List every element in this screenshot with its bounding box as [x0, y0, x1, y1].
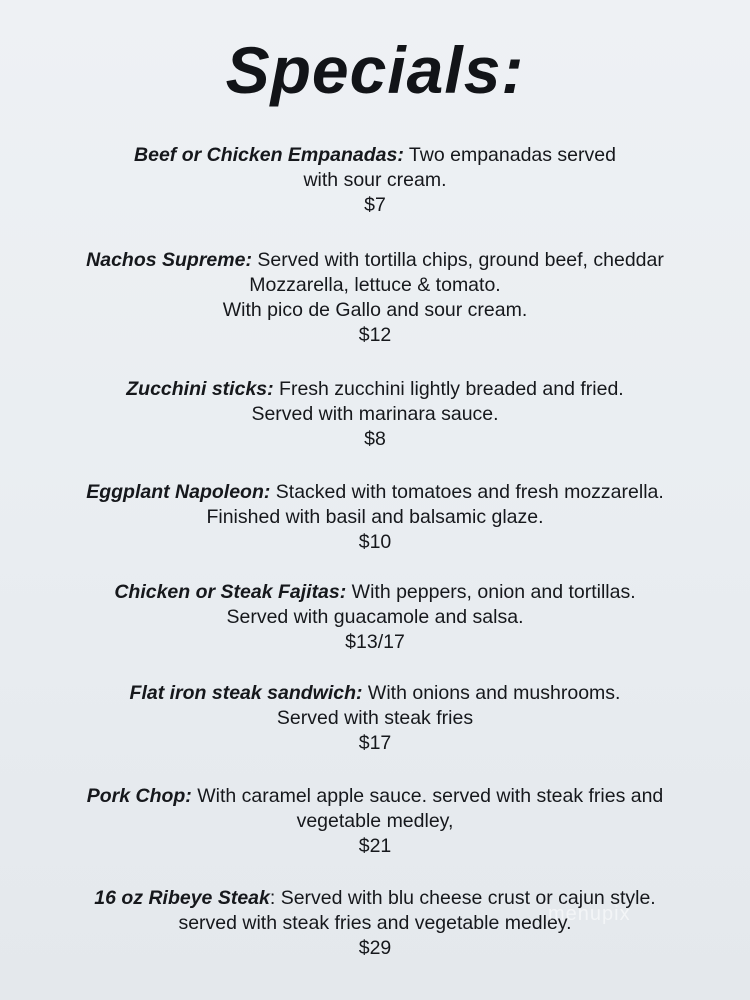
item-description: Served with guacamole and salsa.: [226, 606, 524, 628]
item-name: Pork Chop:: [86, 785, 192, 807]
item-price: $13/17: [345, 631, 405, 653]
item-price: $21: [358, 835, 392, 857]
item-description: With onions and mushrooms.: [362, 682, 621, 704]
watermark: menupix: [548, 903, 631, 925]
item-description: Two empanadas served: [403, 144, 616, 166]
menu-title: Specials:: [225, 33, 525, 107]
item-name: Nachos Supreme:: [86, 249, 252, 271]
item-description: : Served with blu cheese crust or cajun style.: [269, 887, 656, 909]
item-description: Served with tortilla chips, ground beef, cheddar: [251, 249, 664, 271]
item-name: Eggplant Napoleon:: [86, 481, 271, 503]
item-description: Served with steak fries: [276, 707, 474, 729]
item-description: with sour cream.: [303, 169, 447, 191]
item-description: Served with marinara sauce.: [251, 403, 499, 425]
item-price: $10: [358, 531, 392, 553]
menu-item-fajitas: [40, 580, 710, 655]
item-description: served with steak fries and vegetable medley.: [178, 912, 572, 934]
menu-item-pork-chop: [40, 784, 710, 859]
item-price: $12: [358, 324, 392, 346]
item-name: 16 oz Ribeye Steak: [94, 887, 270, 909]
menu-item-zucchini: [40, 377, 710, 452]
item-description: Finished with basil and balsamic glaze.: [206, 506, 544, 528]
item-description: Stacked with tomatoes and fresh mozzarella.: [270, 481, 664, 503]
item-name: Zucchini sticks:: [126, 378, 274, 400]
item-description: With peppers, onion and tortillas.: [346, 581, 636, 603]
item-name: Beef or Chicken Empanadas:: [134, 144, 404, 166]
item-description: Fresh zucchini lightly breaded and fried.: [273, 378, 624, 400]
item-name: Chicken or Steak Fajitas:: [114, 581, 347, 603]
item-price: $7: [364, 194, 386, 216]
menu-item-empanadas: [40, 143, 710, 218]
item-description: With caramel apple sauce. served with steak fries and: [191, 785, 664, 807]
item-price: $29: [358, 937, 392, 959]
item-description: vegetable medley,: [296, 810, 454, 832]
item-price: $8: [364, 428, 386, 450]
item-name: Flat iron steak sandwich:: [129, 682, 363, 704]
item-price: $17: [358, 732, 392, 754]
menu-item-eggplant: [40, 480, 710, 555]
item-description: With pico de Gallo and sour cream.: [222, 299, 528, 321]
menu-item-steak-sandwich: [40, 681, 710, 756]
item-description: Mozzarella, lettuce & tomato.: [249, 274, 501, 296]
menu-item-nachos: [40, 248, 710, 348]
